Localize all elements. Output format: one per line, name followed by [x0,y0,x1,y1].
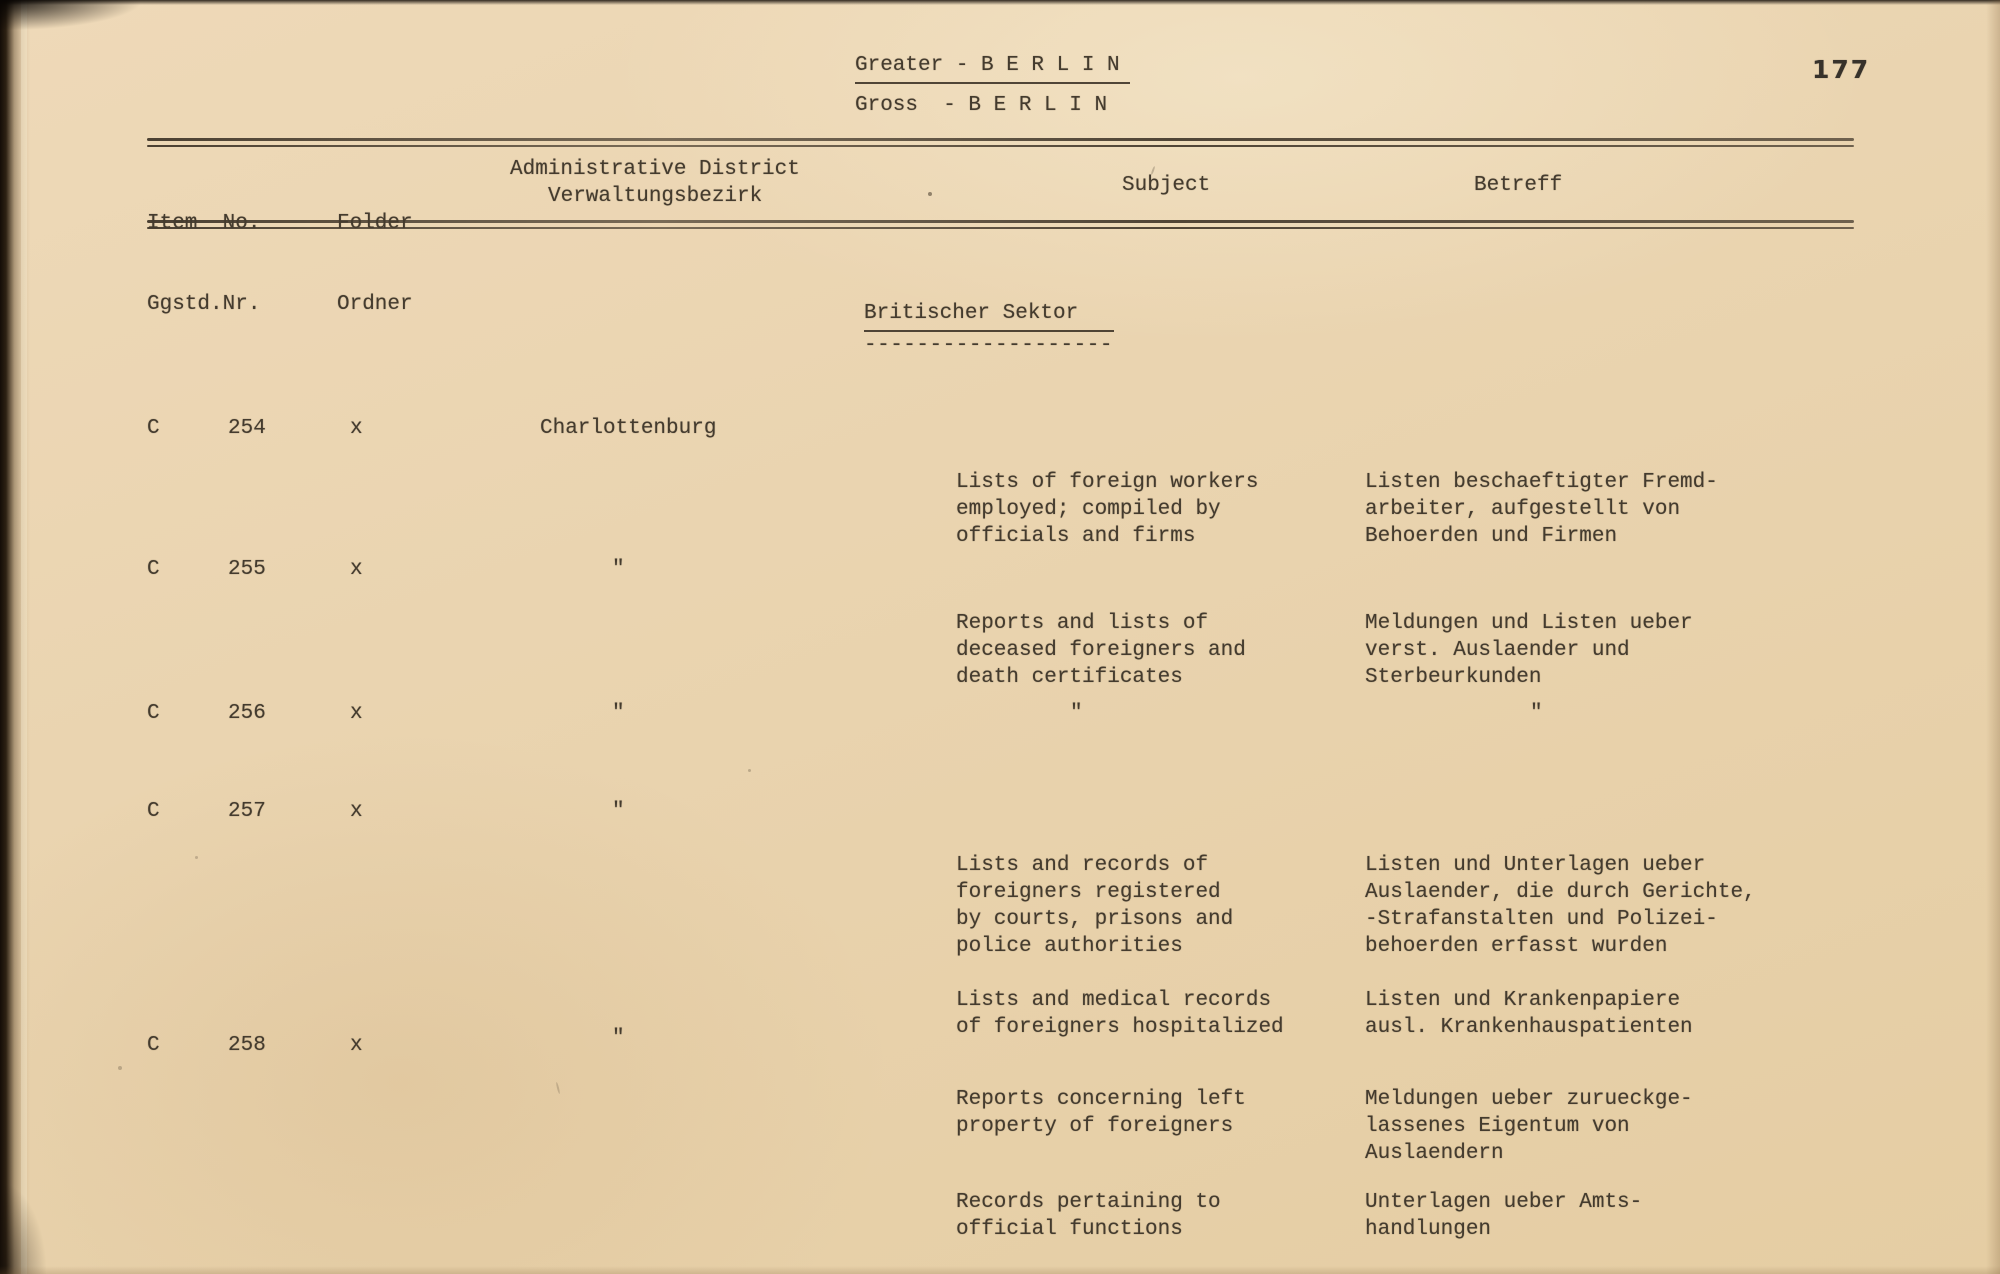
betreff-text: Listen beschaeftigter Fremd- arbeiter, aufgestellt von Behoerden und Firmen [1365,471,1718,548]
item-number: 258 [228,1034,266,1057]
item-number: 257 [228,800,266,823]
subject-text-continuation: Records pertaining to official functions [956,1191,1221,1241]
scan-speck [556,1082,561,1094]
page-number: 177 [1812,55,1871,84]
scan-top-edge [0,0,2000,5]
section-heading: Britischer Sektor [864,300,1114,332]
item-letter: C [147,1034,160,1057]
column-header-folder: Folder Ordner [337,212,413,316]
subject-text: Lists and records of foreigners registered by courts, prisons and police authorities [956,854,1234,958]
subject-text: Lists of foreign workers employed; compiled by officials and firms [956,471,1259,548]
folder-mark: x [350,417,363,440]
scan-corner-shadow-bottom-left [0,1184,46,1274]
scan-speck [118,1066,122,1070]
item-letter: C [147,800,160,823]
folder-mark: x [350,1034,363,1057]
column-header-betreff: Betreff [1474,174,1563,197]
district-name: Charlottenburg [540,417,717,440]
column-header-item-no: Item No. Ggstd.Nr. [147,212,261,316]
item-number: 256 [228,702,266,725]
item-number: 255 [228,558,266,581]
subject-text-continuation: Lists and medical records of foreigners hospitalized [956,989,1284,1039]
subject-text: Reports and lists of deceased foreigners and death certificates [956,612,1246,689]
betreff-text-continuation: Unterlagen ueber Amts- handlungen [1365,1191,1643,1241]
item-letter: C [147,417,160,440]
folder-mark: x [350,558,363,581]
betreff-ditto-mark: " [1530,702,1543,725]
page-title-german: Gross - B E R L I N [855,94,1108,117]
district-ditto-mark: " [612,702,625,725]
betreff-text: Meldungen und Listen ueber verst. Auslaender und Sterbeurkunden [1365,612,1693,689]
scan-speck [748,769,751,772]
subject-ditto-mark: " [1070,702,1083,725]
betreff-text: Listen und Unterlagen ueber Auslaender, die durch Gerichte, -Strafanstalten und Polizei- behoerden erfasst wurden [1365,854,1756,958]
scan-speck [195,856,198,859]
district-ditto-mark: " [612,558,625,581]
section-heading-dashed-underline: ------------------- [864,334,1113,357]
district-ditto-mark: " [612,1027,625,1050]
scan-corner-shadow-top-left [0,0,140,30]
column-header-subject: Subject [1122,174,1211,197]
page-edge-highlight [21,0,27,1274]
column-header-district-english: Administrative District [510,158,800,181]
betreff-text-continuation: Listen und Krankenpapiere ausl. Krankenhauspatienten [1365,989,1693,1039]
district-ditto-mark: " [612,800,625,823]
header-rule-top-secondary [147,145,1854,147]
folder-mark: x [350,800,363,823]
item-number: 254 [228,417,266,440]
betreff-text: Meldungen ueber zurueckge- lassenes Eigentum von Auslaendern [1365,1088,1693,1165]
column-header-district-german: Verwaltungsbezirk [548,185,763,208]
header-rule-top [147,138,1854,141]
item-letter: C [147,558,160,581]
folder-mark: x [350,702,363,725]
subject-text: Reports concerning left property of foreigners [956,1088,1246,1138]
scan-speck [928,192,932,196]
scan-right-edge [1986,0,2000,1274]
item-letter: C [147,702,160,725]
page-title-english: Greater - B E R L I N [855,52,1130,84]
